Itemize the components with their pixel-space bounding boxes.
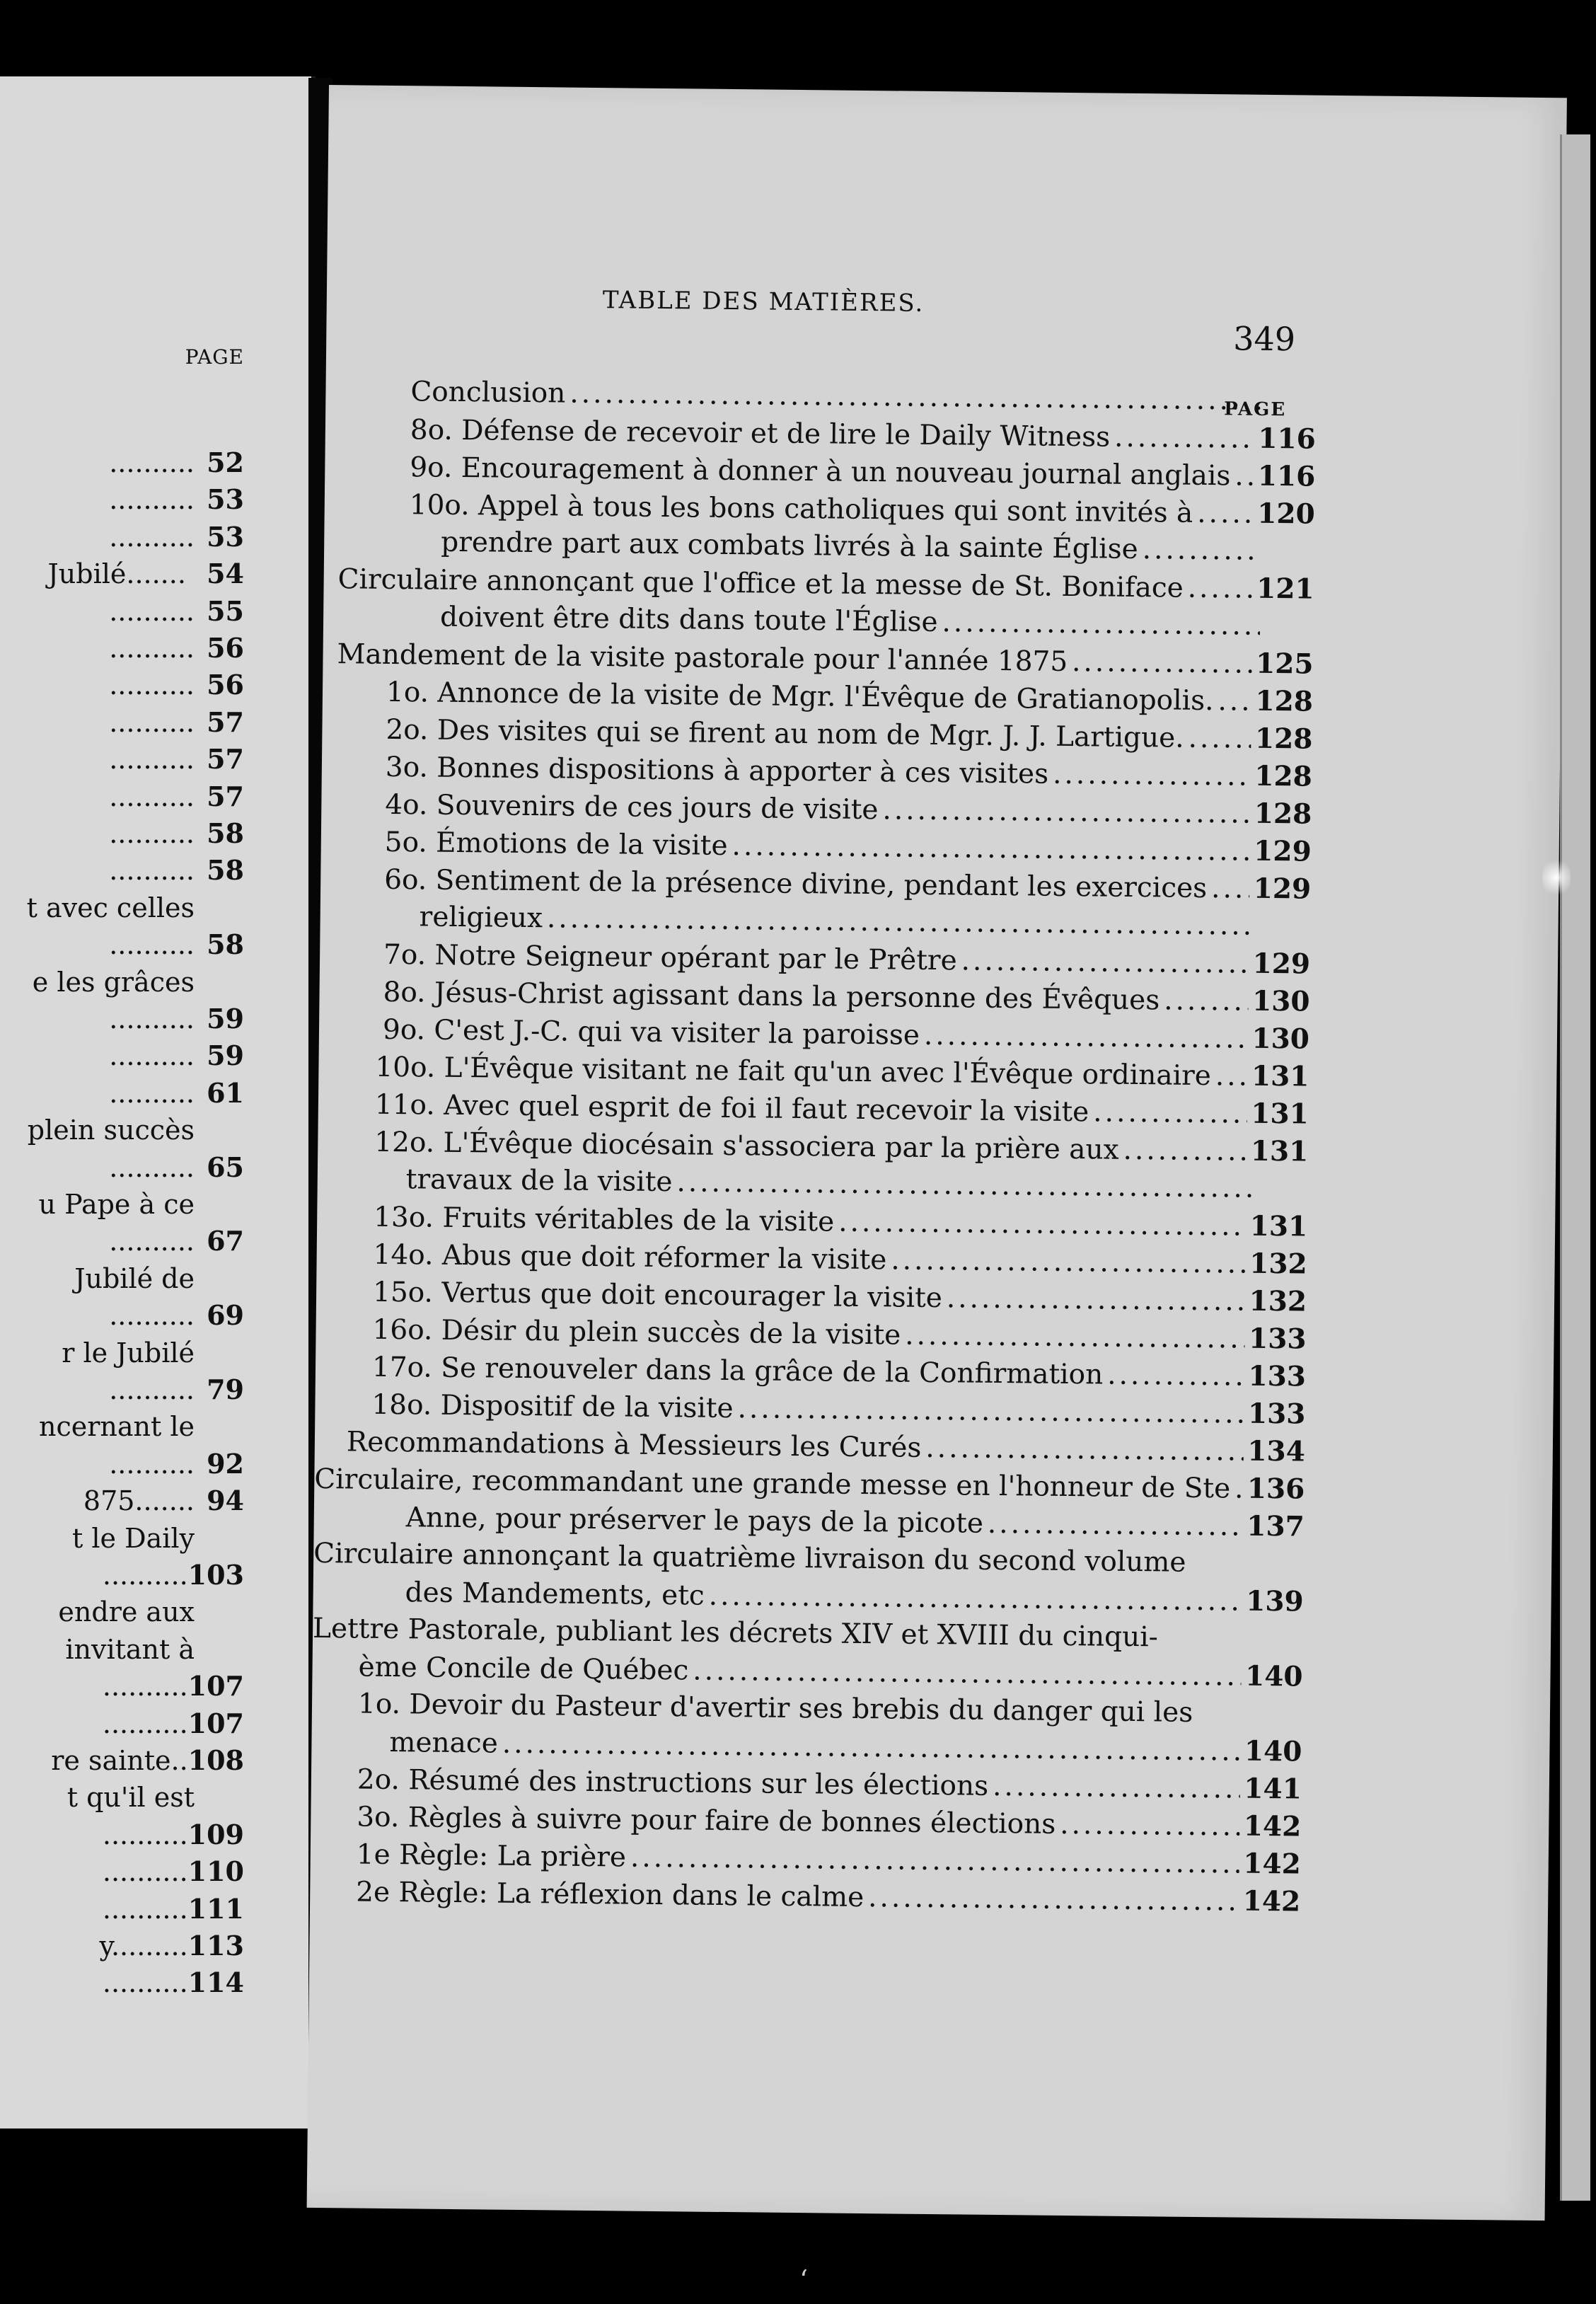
left-toc-row	[0, 1482, 244, 1519]
left-toc-text: ..........	[109, 633, 195, 664]
toc-leader-dots	[732, 830, 1249, 868]
left-toc-row	[0, 1557, 244, 1594]
toc-entry-page: 141	[1244, 1772, 1302, 1806]
toc-leader-dots	[1123, 1134, 1247, 1168]
left-toc-text: ..........	[102, 1707, 188, 1739]
toc-leader-dots	[1188, 572, 1253, 605]
left-toc-text: ..........	[109, 1226, 195, 1257]
left-toc-text: e les grâces	[32, 966, 195, 998]
left-toc-text: Jubilé de	[74, 1262, 195, 1294]
left-toc-row	[0, 555, 244, 592]
toc-leader-dots	[1053, 759, 1251, 793]
toc-entry-text: Circulaire, recommandant une grande messe en l'honneur de Ste	[314, 1463, 1231, 1505]
toc-entry-page: 125	[1255, 647, 1314, 681]
left-toc-text: invitant à	[65, 1633, 195, 1665]
left-toc-text: ncernant le	[38, 1411, 195, 1443]
toc-entry-text: 18o. Dispositif de la visite	[371, 1388, 734, 1425]
left-toc-text: Jubilé.......	[47, 558, 195, 590]
toc-entry-text: 11o. Avec quel esprit de foi il faut recevoir la visite	[374, 1088, 1089, 1129]
left-toc-text: ..........	[109, 1040, 195, 1072]
toc-leader-dots	[1197, 497, 1253, 530]
left-toc-page: 54	[207, 558, 244, 590]
left-toc-row	[0, 1112, 244, 1148]
toc-entry-text: 1e Règle: La prière	[356, 1838, 627, 1874]
toc-entry-text: 5o. Émotions de la visite	[384, 826, 728, 862]
left-toc-text: ..........	[102, 1856, 188, 1888]
left-toc-row	[0, 1371, 244, 1408]
toc-leader-dots	[502, 1728, 1241, 1768]
left-toc-page: 114	[187, 1966, 244, 1999]
left-toc-row	[0, 1816, 244, 1853]
toc-leader-dots	[693, 1655, 1241, 1693]
left-toc-text: ..........	[109, 818, 195, 849]
left-toc-row	[0, 815, 244, 852]
toc-leader-dots	[1072, 646, 1251, 680]
left-toc-page: 69	[207, 1299, 244, 1332]
left-toc-row	[0, 1446, 244, 1482]
left-toc-row	[0, 1668, 244, 1705]
toc-entry-page: 134	[1247, 1434, 1306, 1468]
toc-entry-text: prendre part aux combats livrés à la sainte Église	[441, 526, 1138, 566]
toc-entry-page: 130	[1251, 984, 1310, 1018]
toc-entry-text: 2o. Résumé des instructions sur les élections	[357, 1763, 989, 1802]
left-toc-page: 79	[207, 1373, 244, 1405]
toc-leader-dots	[961, 945, 1248, 979]
toc-entry-page: 129	[1254, 834, 1312, 868]
toc-entry-page: 131	[1249, 1209, 1308, 1243]
left-toc-row	[0, 1928, 244, 1964]
page-number: 349	[1233, 319, 1296, 359]
left-toc-page: 56	[207, 632, 244, 664]
toc-entry-text: Mandement de la visite pastorale pour l'année 1875	[337, 638, 1068, 678]
left-toc-page: 111	[187, 1892, 244, 1925]
toc-entry-page: 140	[1244, 1659, 1303, 1693]
left-toc-text: ..........	[109, 1448, 195, 1480]
toc-entry-text: doivent être dits dans toute l'Église	[439, 601, 938, 639]
toc-leader-dots	[1114, 422, 1254, 455]
left-toc-page: 92	[207, 1447, 244, 1480]
toc-entry-page	[1254, 1572, 1304, 1573]
left-toc-text: ..........	[109, 1077, 195, 1109]
toc-leader-dots	[1211, 872, 1249, 905]
left-toc-page: 67	[207, 1225, 244, 1257]
left-toc-row	[0, 926, 244, 963]
left-toc-row	[0, 1335, 244, 1371]
left-toc-row	[0, 519, 244, 555]
toc-entry-page: 136	[1247, 1472, 1305, 1506]
page-column-label: PAGE	[1224, 398, 1287, 421]
left-toc-page: 110	[187, 1855, 244, 1888]
left-toc-row	[0, 1186, 244, 1223]
left-toc-page: 65	[207, 1151, 244, 1183]
toc-entry-text: 12o. L'Évêque diocésain s'associera par la prière aux	[374, 1126, 1119, 1166]
running-title: TABLE DES MATIÈRES.	[602, 286, 925, 318]
left-toc-text: ..........	[102, 1819, 188, 1850]
toc-entry-text: Anne, pour préserver le pays de la picote	[405, 1502, 984, 1540]
toc-entry-page	[1259, 1197, 1308, 1198]
left-toc-text: ..........	[109, 855, 195, 887]
left-toc-page: 94	[207, 1485, 244, 1517]
left-toc-text: re sainte..	[51, 1745, 188, 1776]
left-toc-row	[0, 1037, 244, 1074]
left-toc-row	[0, 1075, 244, 1112]
left-page	[0, 76, 316, 2129]
toc-entry-text: 9o. C'est J.-C. qui va visiter la paroisse	[382, 1013, 920, 1052]
left-toc-text: ..........	[102, 1560, 188, 1591]
left-toc-text: 875.......	[83, 1485, 195, 1517]
toc-entry-page: 142	[1243, 1809, 1302, 1843]
left-toc-text: ..........	[102, 1967, 188, 1999]
toc-leader-dots	[988, 1508, 1243, 1543]
left-toc-text: ..........	[102, 1671, 188, 1703]
toc-entry-page: 133	[1248, 1322, 1307, 1356]
toc-leader-dots	[924, 1020, 1248, 1055]
left-toc-row	[0, 1520, 244, 1557]
toc-leader-dots	[708, 1580, 1242, 1618]
toc-leader-dots	[882, 794, 1250, 829]
left-toc-text: u Pape à ce	[38, 1189, 195, 1220]
toc-leader-dots	[891, 1244, 1245, 1279]
toc-leader-dots	[676, 1166, 1254, 1204]
toc-entry-page: 133	[1247, 1397, 1306, 1431]
left-toc-row	[0, 1631, 244, 1668]
toc-entry-page: 128	[1254, 797, 1312, 831]
toc-entry-page: 132	[1249, 1247, 1307, 1281]
left-toc-text: ..........	[109, 484, 195, 516]
toc-entry-text: 1o. Annonce de la visite de Mgr. l'Évêque de Gratianopolis.	[386, 676, 1214, 718]
left-toc-page: 61	[207, 1076, 244, 1109]
left-toc-text: ..........	[109, 781, 195, 812]
left-toc-page: 57	[207, 743, 244, 776]
toc-entry-page: 137	[1247, 1509, 1305, 1543]
toc-entry-text: 6o. Sentiment de la présence divine, pendant les exercices	[384, 863, 1208, 905]
toc-entry-page: 131	[1251, 1059, 1309, 1093]
toc-entry-page: 142	[1243, 1847, 1301, 1881]
toc-entry-text: des Mandements, etc	[405, 1577, 705, 1612]
right-page	[307, 85, 1567, 2221]
left-toc-row	[0, 852, 244, 889]
left-toc-page: 57	[207, 705, 244, 738]
toc-entry-text: Circulaire annonçant la quatrième livraison du second volume	[313, 1537, 1186, 1579]
left-toc-page: 58	[207, 817, 244, 849]
left-toc-row	[0, 1297, 244, 1334]
left-toc-text: ..........	[109, 744, 195, 776]
toc-entry-page: 131	[1250, 1134, 1309, 1168]
toc-entry-text: Conclusion	[410, 376, 566, 410]
page-edge	[1560, 134, 1590, 2201]
toc-leader-dots	[1215, 1060, 1248, 1092]
left-toc-page: 59	[207, 1039, 244, 1072]
toc-entry-text: 8o. Défense de recevoir et de lire le Daily Witness	[410, 414, 1111, 454]
toc-entry-text: Circulaire annonçant que l'office et la messe de St. Boniface	[337, 563, 1184, 604]
left-toc-page: 53	[207, 483, 244, 516]
left-toc-page: 58	[207, 854, 244, 887]
toc-leader-dots	[569, 378, 1262, 417]
left-toc-text: ..........	[109, 1374, 195, 1405]
toc-entry-page: 128	[1254, 759, 1313, 793]
left-page-column-label: PAGE	[185, 345, 244, 369]
left-toc-row	[0, 1779, 244, 1816]
left-toc-page: 59	[207, 1003, 244, 1035]
toc-entry-page: 132	[1249, 1284, 1307, 1318]
toc-entry-page: 128	[1255, 684, 1314, 718]
toc-entry-text: 10o. Appel à tous les bons catholiques qui sont invités à	[409, 489, 1193, 529]
left-toc-text: ..........	[109, 521, 195, 553]
toc-entry-page: 131	[1251, 1097, 1309, 1131]
left-toc-text: ..........	[109, 1300, 195, 1332]
left-toc-row	[0, 741, 244, 778]
toc-leader-dots	[838, 1206, 1246, 1243]
left-toc-text: t le Daily	[72, 1522, 195, 1554]
toc-entry-page: 130	[1251, 1022, 1310, 1056]
left-toc-text: t avec celles	[26, 892, 195, 923]
toc-leader-dots	[1093, 1096, 1247, 1129]
toc-leader-dots	[1188, 722, 1251, 755]
toc-leader-dots	[1234, 460, 1254, 492]
left-toc-row	[0, 1223, 244, 1260]
left-toc-text: ..........	[109, 1151, 195, 1183]
left-toc-text: ..........	[109, 669, 195, 701]
left-toc-row	[0, 630, 244, 667]
toc-entry-page: 133	[1248, 1359, 1307, 1393]
left-toc-page: 58	[207, 928, 244, 961]
toc-entry-text: 2e Règle: La réflexion dans le calme	[356, 1876, 865, 1914]
left-toc-row	[0, 889, 244, 926]
left-toc-text: ..........	[102, 1893, 188, 1925]
left-toc-page: 109	[187, 1818, 244, 1850]
left-toc-page: 107	[187, 1670, 244, 1703]
left-toc-text: ..........	[109, 929, 195, 961]
toc-leader-dots	[1218, 685, 1251, 717]
left-toc-page: 52	[207, 447, 244, 478]
left-toc-page: 55	[207, 594, 244, 627]
toc-leader-dots	[1143, 534, 1261, 567]
toc-entry-page: 142	[1242, 1884, 1301, 1918]
toc-entry-text: 2o. Des visites qui se firent au nom de Mgr. J. J. Lartigue.	[386, 713, 1184, 754]
left-toc-row	[0, 1001, 244, 1037]
toc-leader-dots	[630, 1842, 1239, 1880]
left-toc-page: 103	[187, 1559, 244, 1591]
toc-entry-page: 121	[1256, 572, 1314, 606]
left-toc-row	[0, 593, 244, 630]
left-toc-row	[0, 1408, 244, 1445]
left-toc-text: ..........	[109, 706, 195, 738]
light-speck	[1542, 856, 1571, 899]
toc-entry-text: 3o. Bonnes dispositions à apporter à ces visites	[385, 751, 1049, 790]
left-toc-row	[0, 704, 244, 741]
left-toc-text: ..........	[109, 595, 195, 627]
toc-leader-dots	[737, 1393, 1244, 1429]
left-toc-text: y.........	[99, 1930, 188, 1962]
toc-entry-text: 10o. L'Évêque visitant ne fait qu'un avec l'Évêque ordinaire	[375, 1051, 1212, 1093]
left-toc-row	[0, 481, 244, 518]
toc-entry-text: 4o. Souvenirs de ces jours de visite	[385, 788, 879, 826]
toc-entry-text: menace	[389, 1727, 499, 1760]
toc-leader-dots	[942, 606, 1260, 642]
toc-entry-text: 17o. Se renouveler dans la grâce de la Confirmation	[371, 1351, 1104, 1391]
toc-entry-page: 129	[1252, 947, 1311, 981]
left-toc-row	[0, 444, 244, 481]
left-toc-row	[0, 1853, 244, 1890]
left-toc-row	[0, 778, 244, 815]
toc-entry-page: 140	[1244, 1734, 1302, 1768]
left-toc-page: 108	[187, 1744, 244, 1776]
left-toc-row	[0, 1964, 244, 2001]
toc-leader-dots	[1164, 984, 1248, 1017]
toc-entry-page: 128	[1254, 722, 1313, 756]
toc-leader-dots	[993, 1770, 1240, 1805]
toc-leader-dots	[947, 1282, 1245, 1317]
table-of-contents	[310, 375, 1317, 1923]
toc-entry-text: travaux de la visite	[405, 1163, 673, 1199]
toc-entry-text: religieux	[419, 901, 543, 935]
toc-entry-page: 129	[1253, 872, 1312, 906]
left-toc-page: 53	[207, 520, 244, 553]
toc-entry-text: 9o. Encouragement à donner à un nouveau journal anglais	[410, 451, 1231, 493]
toc-entry-page	[1253, 1722, 1302, 1723]
toc-entry-text: Recommandations à Messieurs les Curés	[346, 1426, 922, 1464]
left-toc-text: plein succès	[27, 1114, 195, 1146]
left-toc-text: r le Jubilé	[62, 1337, 195, 1369]
toc-entry-text: 7o. Notre Seigneur opérant par le Prêtre	[383, 938, 957, 977]
toc-entry-page: 120	[1257, 497, 1315, 531]
left-toc-row	[0, 964, 244, 1001]
left-toc-row	[0, 1260, 244, 1297]
toc-entry-page	[1254, 1647, 1303, 1648]
toc-leader-dots	[547, 902, 1257, 942]
toc-entry-text: 13o. Fruits véritables de la visite	[374, 1201, 835, 1238]
toc-leader-dots	[1107, 1359, 1244, 1393]
toc-entry-text: 1o. Devoir du Pasteur d'avertir ses brebis du danger qui les	[357, 1688, 1193, 1729]
toc-entry-page: 116	[1258, 422, 1317, 456]
left-toc-row	[0, 1705, 244, 1742]
left-toc-page: 57	[207, 780, 244, 812]
toc-leader-dots	[868, 1882, 1239, 1917]
left-toc-page: 107	[187, 1707, 244, 1739]
left-toc-row	[0, 1891, 244, 1928]
toc-leader-dots	[1234, 1473, 1243, 1505]
toc-entry-text: 8o. Jésus-Christ agissant dans la personne des Évêques	[383, 976, 1160, 1017]
toc-entry-text: Lettre Pastorale, publiant les décrets XIV et XVIII du cinqui-	[312, 1612, 1159, 1654]
left-toc-text: endre aux	[58, 1596, 195, 1628]
toc-entry-page: 139	[1245, 1584, 1304, 1618]
scan-mark: ‘	[799, 2264, 809, 2296]
left-toc-page: 113	[187, 1930, 244, 1962]
left-toc-page: 56	[207, 669, 244, 701]
left-toc-text: ..........	[109, 1003, 195, 1035]
left-toc-row	[0, 667, 244, 703]
toc-entry-text: 3o. Règles à suivre pour faire de bonnes élections	[357, 1801, 1056, 1841]
left-toc-row	[0, 1149, 244, 1186]
left-toc-row	[0, 1594, 244, 1630]
toc-entry-text: 16o. Désir du plein succès de la visite	[372, 1313, 901, 1352]
toc-leader-dots	[1060, 1809, 1239, 1843]
toc-leader-dots	[925, 1432, 1243, 1468]
toc-entry-page: 116	[1257, 459, 1316, 493]
left-toc-text: ..........	[109, 447, 195, 478]
toc-entry-text: 14o. Abus que doit réformer la visite	[373, 1238, 887, 1277]
toc-leader-dots	[905, 1320, 1244, 1355]
left-toc-row	[0, 1742, 244, 1779]
toc-entry-text: ème Concile de Québec	[358, 1651, 689, 1687]
left-toc-text: t qu'il est	[66, 1782, 195, 1814]
toc-entry-text: 15o. Vertus que doit encourager la visite	[372, 1276, 943, 1315]
